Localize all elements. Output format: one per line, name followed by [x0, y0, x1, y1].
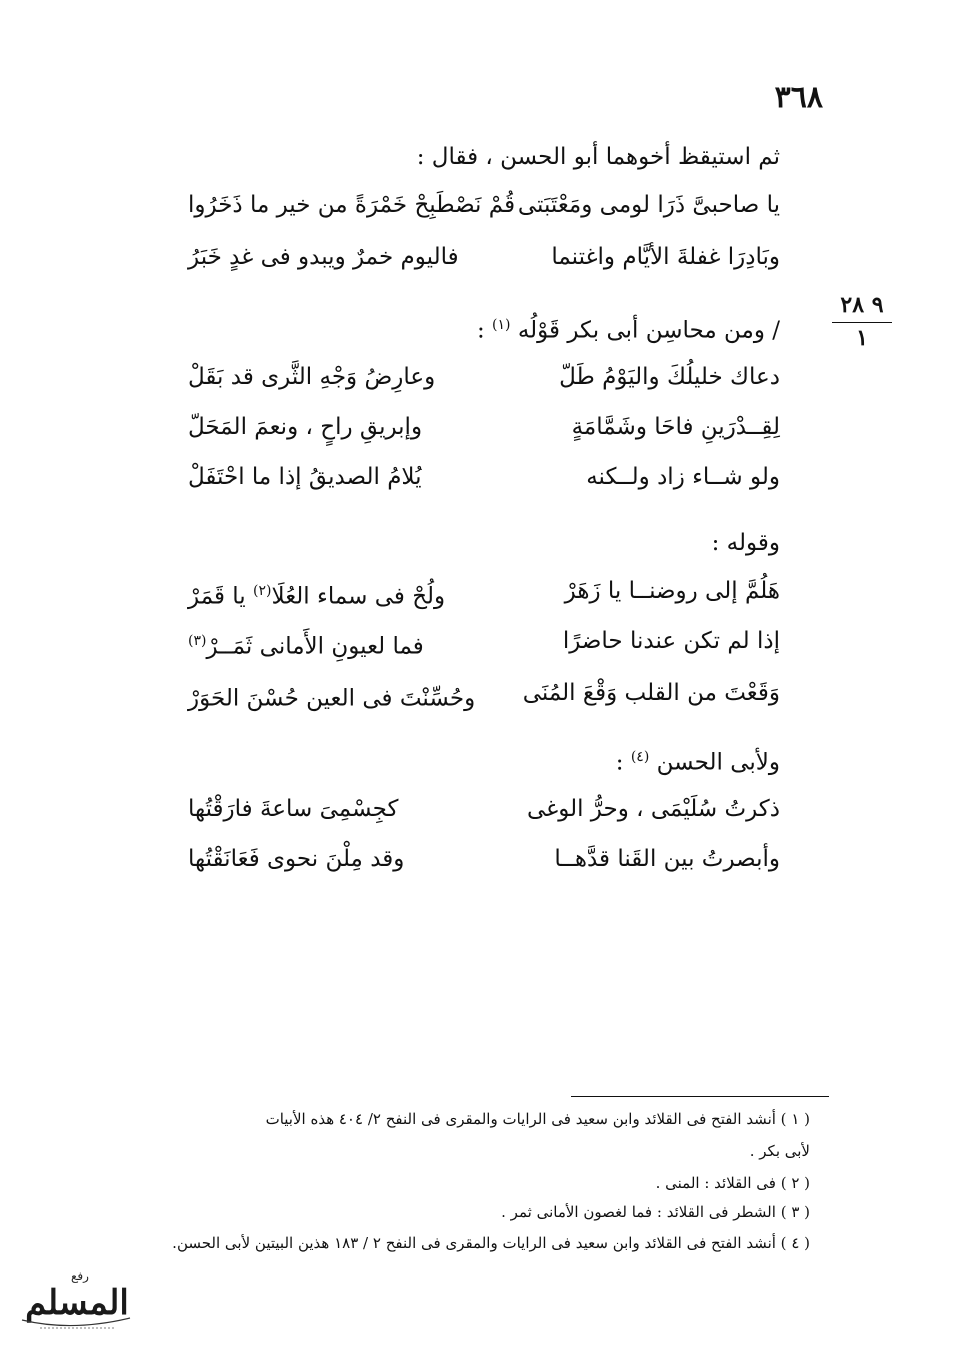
- verse-line: [150, 410, 780, 444]
- intro-2-colon: :: [476, 317, 485, 344]
- hemistich-second: [188, 676, 475, 716]
- hemistich-first: هَلُمَّ إلى روضنــا يا زَهَرْ: [564, 578, 780, 604]
- intro-4-colon: :: [615, 749, 624, 776]
- hemistich-first: وأبصرتُ بين القَنا قدَّهــا: [554, 846, 780, 872]
- intro-4-text: ولأبى الحسن: [656, 749, 780, 776]
- hemistich-first: يا صاحبىَّ ذَرَا لومى ومَعْتَبَتى: [517, 192, 780, 218]
- verse-line: [150, 792, 780, 826]
- verse-line: [150, 188, 780, 222]
- verse-line: [150, 842, 780, 876]
- intro-line-1: ثم استيقظ أخوهما أبو الحسن ، فقال :: [416, 144, 780, 170]
- hemistich-text: فما لعيونِ الأَمانى ثَمَــرْ: [206, 633, 424, 660]
- verse-line: [150, 574, 780, 608]
- hemistich-text: ولُحْ فى سماء العُلَا: [271, 583, 446, 610]
- intro-line-3: وقوله :: [711, 530, 780, 556]
- footnote-2: ( ٢ ) فى القلائد : المنى .: [655, 1174, 810, 1192]
- hemistich-text: يا قَمَرْ: [188, 583, 254, 610]
- hemistich-second: [188, 574, 445, 614]
- page-number: ٣٦٨: [774, 80, 823, 115]
- footnote-1: ( ١ ) أنشد الفتح فى القلائد وابن سعيد فى الرايات والمقرى فى النفح ٢/ ٤٠٤ هذه الأبيات: [265, 1110, 810, 1128]
- verse-line: [150, 240, 780, 274]
- hemistich-first: ذكرتُ سُلَيْمَى ، وحرُّ الوغى: [527, 796, 780, 822]
- intro-line-4: [616, 742, 780, 778]
- margin-note: [832, 292, 892, 351]
- hemistich-first: إذا لم تكن عندنا حاضرًا: [562, 628, 780, 654]
- watermark-calligraphy: [12, 1262, 142, 1342]
- intro-2-text: / ومن محاسِن أبى بكر قَوْلُه: [517, 317, 780, 344]
- margin-note-bottom: ١: [856, 325, 868, 351]
- watermark-text: المسلم: [25, 1283, 129, 1323]
- footnote-marker: (٤): [630, 749, 650, 765]
- intro-line-2: [477, 310, 780, 346]
- hemistich-first: دعاك خليلُكَ واليَوْمُ طَلّ: [559, 364, 780, 390]
- hemistich-second: وإبريقِ راحٍ ، ونعمَ المَحَلّ: [188, 414, 423, 440]
- verse-line: [150, 360, 780, 394]
- hemistich-first: ولو شــاء زاد ولــكنه: [586, 464, 780, 490]
- hemistich-second: وعارِضُ وَجْهِ الثَّرى قد بَقَلْ: [188, 364, 436, 390]
- margin-note-rule: [832, 322, 892, 323]
- footnote-marker: (١): [492, 317, 511, 333]
- verse-line: [150, 676, 780, 710]
- hemistich-text: وحُسِّنْتَ فى العين حُسْنَ الحَوَرْ: [188, 685, 476, 712]
- verse-line: [150, 624, 780, 658]
- footnote-4: ( ٤ ) أنشد الفتح فى القلائد وابن سعيد فى الرايات والمقرى فى النفح ٢ / ١٨٣ هذين البيتين لأبى الحسن.: [172, 1234, 810, 1252]
- hemistich-second: يُلامُ الصديقُ إذا ما احْتَفَلْ: [188, 464, 422, 490]
- hemistich-second: فاليوم خمرٌ ويبدو فى غدٍ خَبَرُ: [188, 244, 459, 270]
- hemistich-second: وقد مِلْنَ نحوى فَعَانَقْتُها: [188, 846, 405, 872]
- margin-note-top: ٩ ٢٨: [840, 292, 884, 318]
- hemistich-second: كجِسْمِىَ ساعةَ فارَقْتُها: [188, 796, 399, 822]
- footnote-3: ( ٣ ) الشطر فى القلائد : فما لغصون الأمانى ثمر .: [501, 1203, 810, 1221]
- hemistich-first: وَقَعْتَ من القلب وَقْعَ المُنَى: [522, 680, 780, 706]
- watermark-subtext: رفع: [71, 1269, 89, 1283]
- hemistich-first: لِقِــدْرَينِ فاحَا وشَمَّامَةٍ: [571, 414, 780, 440]
- footnote-divider: [571, 1096, 829, 1097]
- footnote-marker: (٢): [253, 583, 272, 599]
- hemistich-second: [188, 624, 424, 664]
- verse-line: [150, 460, 780, 494]
- watermark-logo: [12, 1262, 142, 1342]
- footnote-1-continuation: لأبى بكر .: [749, 1142, 810, 1160]
- hemistich-second: قُمْ نَصْطَبِحْ خَمْرَةً من خير ما ذَخَرُوا: [188, 192, 516, 218]
- hemistich-first: وبَادِرَا غفلةَ الأيَّام واغتنما: [551, 244, 780, 270]
- footnote-marker: (٣): [188, 633, 207, 649]
